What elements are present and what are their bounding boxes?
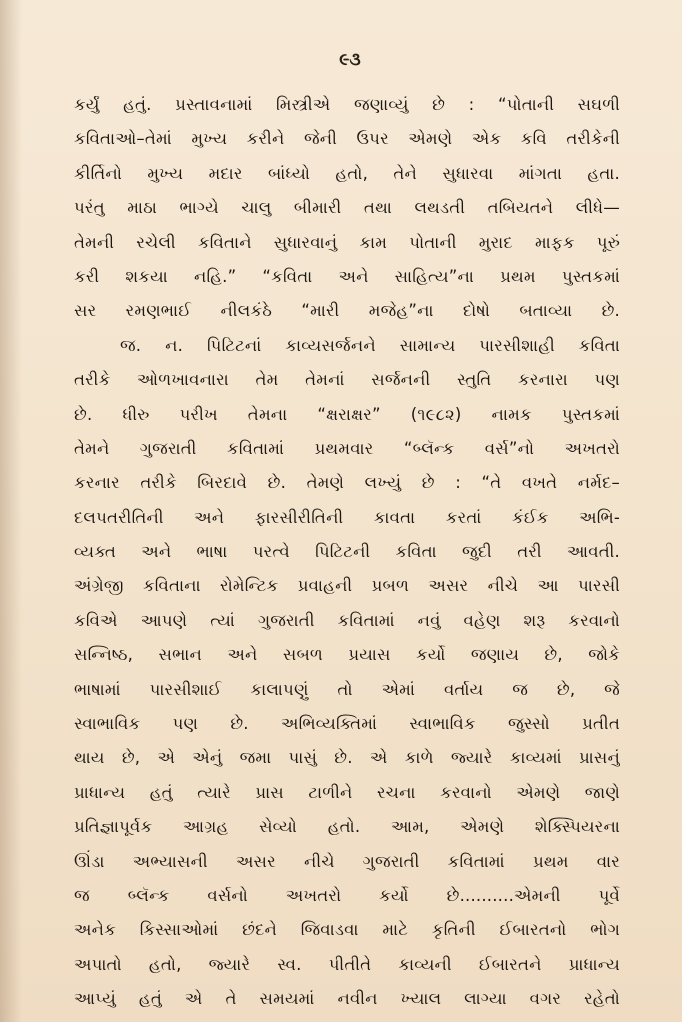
text-line: કવિતાઓ–તેમાં મુખ્ય કરીને જેની ઉપર એમણે એક કવિ તરીકેની: [74, 129, 620, 149]
text-line: તેમની રચેલી કવિતાને સુધારવાનું કામ પોતાની મુરાદ માફક પૂરું: [74, 232, 620, 252]
text-line: જ બ્લૅન્ક વર્સનો અખતરો કર્યો છે..........એમની પૂર્વે: [74, 885, 620, 905]
text-line: અનેક કિસ્સાઓમાં છંદને જિવાડવા માટે કૃતિની ઈબારતનો ભોગ: [74, 920, 620, 940]
text-line: દલપતરીતિની અને ફારસીરીતિની કાવતા કરતાં કંઈક અભિ-: [74, 507, 620, 527]
text-line: વ્યક્ત અને ભાષા પરત્વે પિટિટની કવિતા જુદી તરી આવતી.: [74, 542, 620, 562]
text-line: કરનાર તરીકે બિરદાવે છે. તેમણે લખ્યું છે : “તે વખતે નર્મદ–: [74, 473, 620, 493]
text-line: આપ્યું હતું એ તે સમયમાં નવીન ખ્યાલ લાગ્યા વગર રહેતો: [74, 989, 620, 1009]
text-line: પરંતુ માઠા ભાગ્યે ચાલુ બીમારી તથા લથડતી તબિયતને લીધે—: [74, 198, 620, 218]
text-line: કર્યું હતું. પ્રસ્તાવનામાં મિસ્ત્રીએ જણાવ્યું છે : “પોતાની સઘળી: [74, 95, 620, 114]
body-text: [74, 88, 620, 1017]
page-number: ૯૩: [339, 50, 361, 70]
text-line: ઊંડા અભ્યાસની અસર નીચે ગુજરાતી કવિતામાં પ્રથમ વાર: [74, 851, 620, 871]
text-line: અપાતો હતો, જ્યારે સ્વ. પીતીતે કાવ્યની ઈબારતને પ્રાધાન્ય: [74, 954, 620, 974]
paragraph-start-line: જ. ન. પિટિટનાં કાવ્યસર્જનને સામાન્ય પારસીશાહી કવિતા: [120, 335, 620, 355]
text-line: છે. ધીરુ પરીખ તેમના “ક્ષરાક્ષર” (૧૯૮૨) નામક પુસ્તકમાં: [74, 404, 620, 424]
text-line: અંગ્રેજી કવિતાના રોમેન્ટિક પ્રવાહની પ્રબળ અસર નીચે આ પારસી: [74, 576, 620, 596]
text-line: કીર્તિનો મુખ્ય મદાર બાંધ્યો હતો, તેને સુધારવા માંગતા હતા.: [74, 163, 620, 183]
text-line: પ્રાધાન્ય હતું ત્યારે પ્રાસ ટાળીને રચના કરવાનો એમણે જાણે: [74, 782, 620, 802]
text-line: પ્રતિજ્ઞાપૂર્વક આગ્રહ સેવ્યો હતો. આમ, એમણે શેક્સ્પિયરના: [74, 817, 620, 837]
text-line: સર રમણભાઈ નીલકંઠે “મારી મજેહ”ના દોષો બતાવ્યા છે.: [74, 301, 620, 321]
text-line: સ્વાભાવિક પણ છે. અભિવ્યક્તિમાં સ્વાભાવિક જુસ્સો પ્રતીત: [74, 714, 620, 734]
text-line: કરી શકયા નહિ.” “કવિતા અને સાહિત્ય”ના પ્રથમ પુસ્તકમાં: [74, 266, 620, 286]
text-line: તેમને ગુજરાતી કવિતામાં પ્રથમવાર “બ્લૅન્ક વર્સ”નો અખતરો: [74, 438, 620, 458]
text-line: સન્નિષ્ઠ, સભાન અને સબળ પ્રયાસ કર્યો જણાય છે, જોકે: [74, 645, 620, 665]
text-line: કવિએ આપણે ત્યાં ગુજરાતી કવિતામાં નવું વહેણ શરૂ કરવાનો: [74, 610, 620, 630]
binding-shadow: [0, 0, 22, 1022]
text-line: તરીકે ઓળખાવનારા તેમ તેમનાં સર્જનની સ્તુતિ કરનારા પણ: [74, 370, 620, 390]
text-line: ભાષામાં પારસીશાઈ કાલાપણું તો એમાં વર્તાય જ છે, જે: [74, 679, 620, 699]
text-line: થાય છે, એ એનું જમા પાસું છે. એ કાળે જ્યારે કાવ્યમાં પ્રાસનું: [74, 748, 620, 768]
